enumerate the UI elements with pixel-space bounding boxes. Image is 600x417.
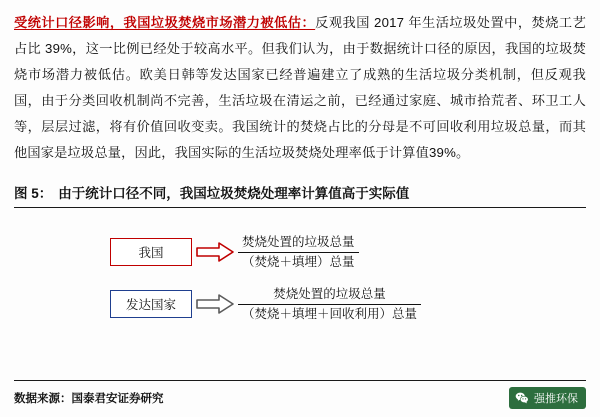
formula-developed-denominator: （焚烧＋填埋＋回收利用）总量: [242, 306, 418, 321]
source-note: 数据来源：国泰君安证券研究: [14, 393, 164, 405]
formula-domestic-numerator: 焚烧处置的垃圾总量: [242, 234, 355, 249]
diagram-row-domestic: [110, 226, 586, 278]
page-footer: [14, 380, 586, 409]
arrow-right-icon-domestic: [192, 242, 238, 262]
formula-domestic: [238, 234, 359, 271]
diagram-box-domestic-label: 我国: [138, 246, 164, 260]
footer-row: [14, 387, 586, 409]
diagram-box-developed: [110, 290, 192, 318]
diagram-box-developed-label: 发达国家: [125, 298, 176, 312]
formula-developed-numerator: 焚烧处置的垃圾总量: [273, 286, 386, 301]
arrow-right-icon-developed: [192, 294, 238, 314]
figure-diagram: [14, 226, 586, 330]
wechat-badge-label: 强推环保: [534, 393, 578, 405]
diagram-box-domestic: [110, 238, 192, 266]
paragraph-text: 反观我国 2017 年生活垃圾处置中，焚烧工艺占比 39%，这一比例已经处于较高水平。但我们认为，由于数据统计口径的原因，我国的垃圾焚烧市场潜力被低估。欧美日韩等发达国家已经普遍建立了成熟的生活垃圾分类机制，但反观我国，由于分类回收机制尚不完善，生活垃圾在清运之前，已经通过家庭、城市拾荒者、环卫工人等，层层过滤，将有价值回收变卖。我国统计的焚烧占比的分母是不可回收利用垃圾总量，而其他国家是垃圾总量，因此，我国实际的生活垃圾焚烧处理率低于计算值39%。: [14, 15, 586, 160]
figure-label: 图 5：: [14, 186, 53, 201]
figure-divider: [14, 207, 586, 208]
formula-domestic-denominator: （焚烧＋填埋）总量: [242, 254, 355, 269]
paragraph-lead: 受统计口径影响，我国垃圾焚烧市场潜力被低估：: [14, 15, 316, 30]
formula-developed: [238, 286, 421, 323]
figure-title: 由于统计口径不同，我国垃圾焚烧处理率计算值高于实际值: [58, 186, 410, 201]
footer-divider: [14, 380, 586, 381]
diagram-row-developed: [110, 278, 586, 330]
wechat-badge: [509, 387, 586, 409]
wechat-icon: [515, 391, 529, 405]
body-paragraph: [14, 10, 586, 166]
figure-title-row: [14, 182, 586, 202]
